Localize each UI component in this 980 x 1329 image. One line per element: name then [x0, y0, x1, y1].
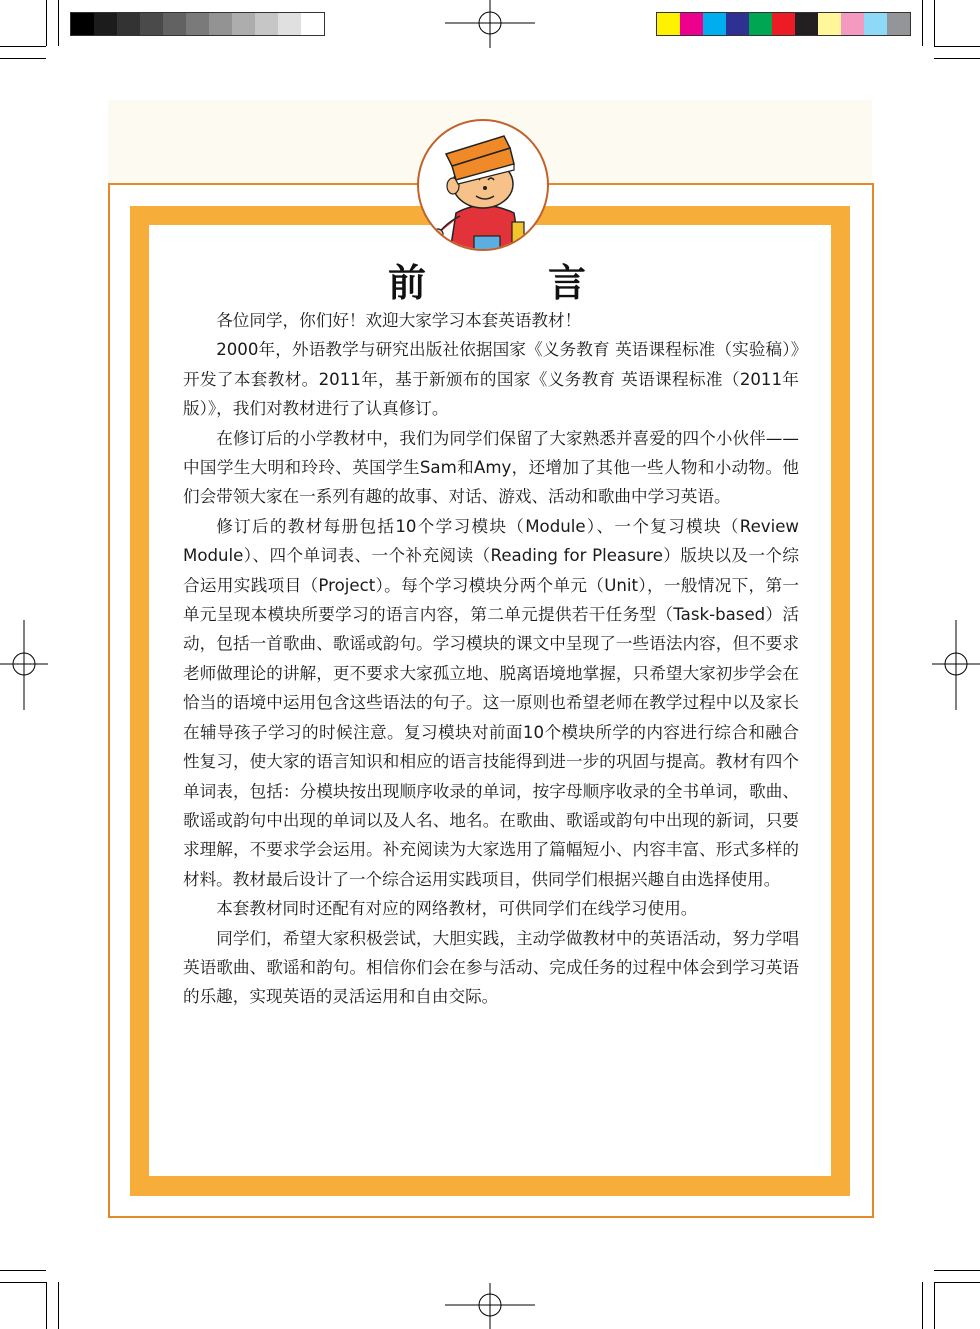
preface-body — [183, 306, 799, 1012]
registration-mark-left — [0, 620, 48, 710]
gray-swatch — [94, 13, 117, 35]
color-swatch — [841, 13, 864, 35]
color-swatch — [703, 13, 726, 35]
boy-mascot-icon — [416, 118, 550, 252]
paragraph: 在修订后的小学教材中，我们为同学们保留了大家熟悉并喜爱的四个小伙伴——中国学生大明和玲玲、英国学生Sam和Amy，还增加了其他一些人物和小动物。他们会带领大家在一系列有趣的故事、对话、游戏、活动和歌曲中学习英语。 — [183, 428, 799, 507]
color-swatch — [772, 13, 795, 35]
paragraph: 本套教材同时还配有对应的网络教材，可供同学们在线学习使用。 — [216, 899, 698, 919]
gray-swatch — [186, 13, 209, 35]
paragraph: 各位同学，你们好！欢迎大家学习本套英语教材！ — [216, 311, 582, 330]
color-swatch — [726, 13, 749, 35]
paragraph: 同学们，希望大家积极尝试，大胆实践，主动学做教材中的英语活动，努力学唱英语歌曲、歌谣和韵句。相信你们会在参与活动、完成任务的过程中体会到学习英语的乐趣，实现英语的灵活运用和自由交际。 — [183, 928, 799, 1007]
color-swatch — [657, 13, 680, 35]
gray-swatch — [255, 13, 278, 35]
color-swatch — [864, 13, 887, 35]
paragraph: 修订后的教材每册包括10个学习模块（Module）、一个复习模块（Review Module）、四个单词表、一个补充阅读（Reading for Pleasure）版块以及一个综合运用实践项目（Project）。每个学习模块分两个单元（Unit），一般情况下，第一单元呈现本模块所要学习的语言内容，第二单元提供若干任务型（Task-based）活动，包括一首歌曲、歌谣或韵句。学习模块的课文中呈现了一些语法内容，但不要求老师做理论的讲解，更不要求大家孤立地、脱离语境地掌握，只希望大家初步学会在恰当的语境中运用包含这些语法的句子。这一原则也希望老师在教学过程中以及家长在辅导孩子学习的时候注意。复习模块对前面10个模块所学的内容进行综合和融合性复习，使大家的语言知识和相应的语言技能得到进一步的巩固与提高。教材有四个单词表，包括：分模块按出现顺序收录的单词，按字母顺序收录的全书单词，歌曲、歌谣或韵句中出现的单词以及人名、地名。在歌曲、歌谣或韵句中出现的新词，只要求理解，不要求学会运用。补充阅读为大家选用了篇幅短小、内容丰富、形式多样的材料。教材最后设计了一个综合运用实践项目，供同学们根据兴趣自由选择使用。 — [183, 516, 799, 889]
color-swatch — [887, 13, 910, 35]
title-char-1: 前 — [388, 260, 427, 305]
registration-mark-top — [445, 0, 535, 48]
gray-swatch — [117, 13, 140, 35]
color-swatch — [795, 13, 818, 35]
gray-swatch — [163, 13, 186, 35]
gray-swatch — [301, 13, 324, 35]
gray-swatch — [232, 13, 255, 35]
gray-swatch — [209, 13, 232, 35]
registration-mark-right — [932, 620, 980, 710]
color-calibration-bar — [656, 12, 911, 36]
title-char-2: 言 — [548, 260, 587, 305]
registration-mark-bottom — [445, 1283, 535, 1329]
grayscale-calibration-bar — [70, 12, 325, 36]
gray-swatch — [278, 13, 301, 35]
page-title — [380, 252, 600, 305]
color-swatch — [818, 13, 841, 35]
color-swatch — [680, 13, 703, 35]
gray-swatch — [71, 13, 94, 35]
gray-swatch — [140, 13, 163, 35]
paragraph: 2000年，外语教学与研究出版社依据国家《义务教育 英语课程标准（实验稿）》开发了本套教材。2011年，基于新颁布的国家《义务教育 英语课程标准（2011年版）》，我们对教材进行了认真修订。 — [183, 340, 799, 419]
color-swatch — [749, 13, 772, 35]
